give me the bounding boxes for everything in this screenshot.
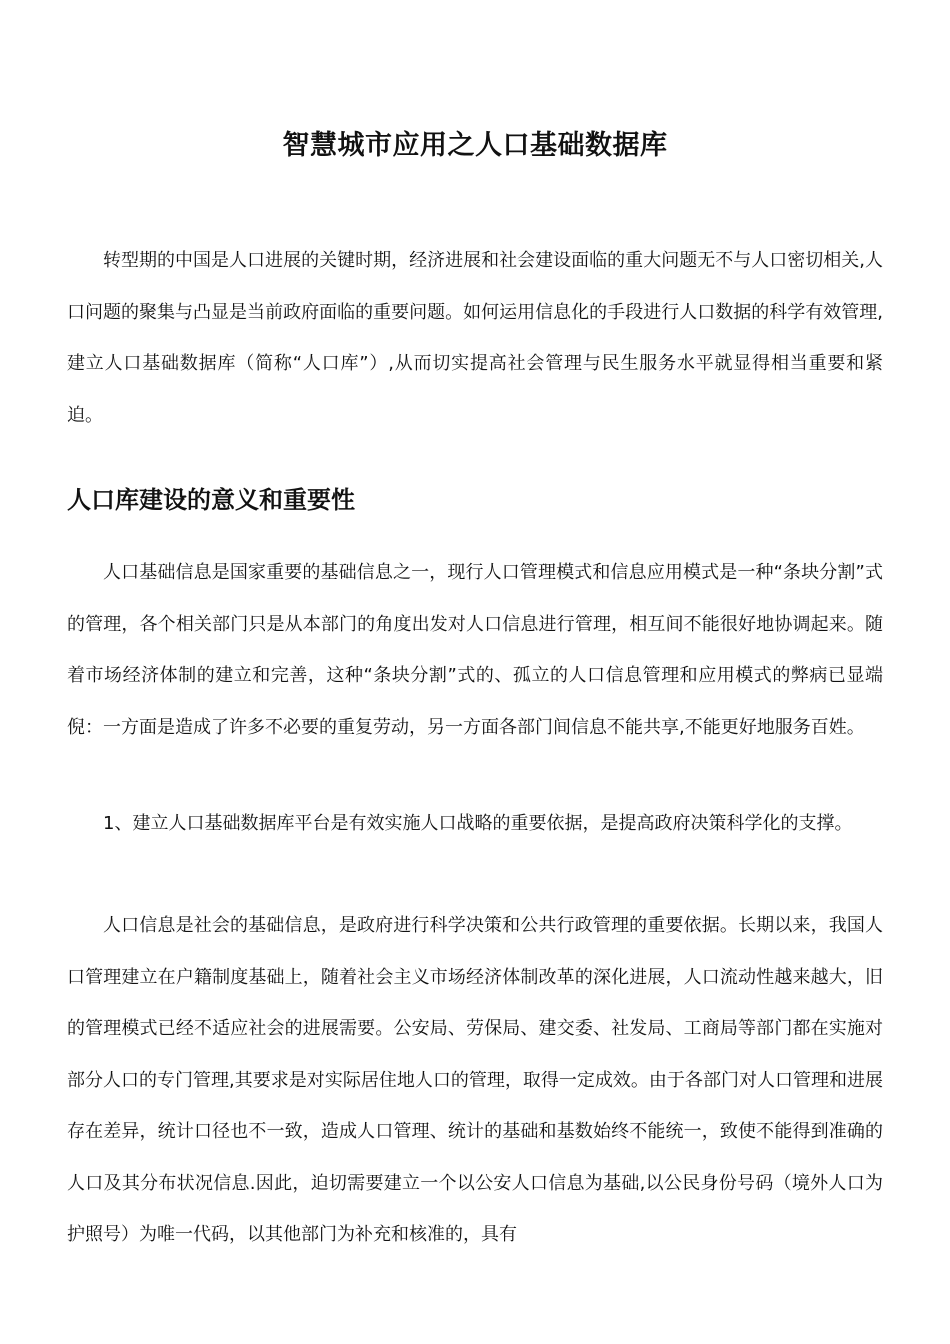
intro-paragraph: 转型期的中国是人口进展的关键时期，经济进展和社会建设面临的重大问题无不与人口密切相关,人口问题的聚集与凸显是当前政府面临的重要问题。如何运用信息化的手段进行人口数据的科学有效管理,建立人口基础数据库（简称“人口库”）,从而切实提高社会管理与民生服务水平就显得相当重要和紧迫。: [67, 250, 883, 426]
numbered-point-1: 1、建立人口基础数据库平台是有效实施人口战略的重要依据，是提高政府决策科学化的支撑。: [103, 813, 853, 834]
section-heading: 人口库建设的意义和重要性: [67, 485, 355, 514]
significance-paragraph: 人口基础信息是国家重要的基础信息之一，现行人口管理模式和信息应用模式是一种“条块分割”式的管理，各个相关部门只是从本部门的角度出发对人口信息进行管理，相互间不能很好地协调起来。随着市场经济体制的建立和完善，这种“条块分割”式的、孤立的人口信息管理和应用模式的弊病已显端倪：一方面是造成了许多不必要的重复劳动，另一方面各部门间信息不能共享,不能更好地服务百姓。: [67, 562, 883, 738]
point-1-body-paragraph: 人口信息是社会的基础信息，是政府进行科学决策和公共行政管理的重要依据。长期以来，我国人口管理建立在户籍制度基础上，随着社会主义市场经济体制改革的深化进展，人口流动性越来越大，旧的管理模式已经不适应社会的进展需要。公安局、劳保局、建交委、社发局、工商局等部门都在实施对部分人口的专门管理,其要求是对实际居住地人口的管理，取得一定成效。由于各部门对人口管理和进展存在差异，统计口径也不一致，造成人口管理、统计的基础和基数始终不能统一，致使不能得到准确的人口及其分布状况信息.因此，迫切需要建立一个以公安人口信息为基础,以公民身份号码（境外人口为护照号）为唯一代码，以其他部门为补充和核准的，具有: [67, 915, 883, 1245]
document-title: 智慧城市应用之人口基础数据库: [282, 130, 668, 162]
